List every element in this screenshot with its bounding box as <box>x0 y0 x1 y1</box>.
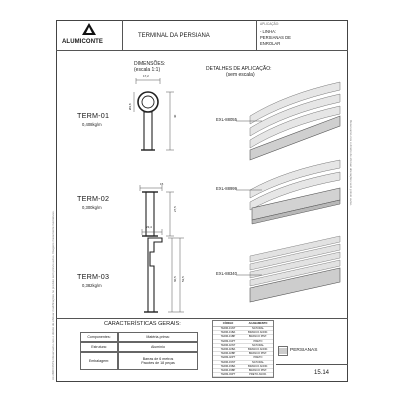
detail-3-leader-line <box>236 272 266 278</box>
detail-2-code: EXL-88999 <box>216 186 237 191</box>
finish-cell: NATURAL <box>252 327 264 330</box>
term-03-dim-height-a: 60,5 <box>173 276 177 282</box>
application-line-2: PERSIANAS DE <box>260 35 291 40</box>
window-shutter-icon <box>278 346 288 356</box>
code-cell: TERM-02PT <box>220 356 236 360</box>
characteristics-table <box>80 332 198 374</box>
finish-cell: NATURAL <box>252 343 264 347</box>
term-01-name: TERM-01 <box>77 111 110 120</box>
code-cell: TERM-01NT <box>220 327 236 330</box>
right-side-note: Reservamo-nos o direito de efetuar alterações sem prévio aviso. <box>349 120 353 206</box>
application-line-3: ENROLAR <box>260 41 281 46</box>
finish-cell: NATURAL <box>252 360 264 364</box>
term-01-dim-height: 40 <box>173 114 177 118</box>
bottom-separator <box>56 318 348 319</box>
detail-1-code: EXL-88055 <box>216 117 237 122</box>
detail-shutter-2-illustration <box>246 158 346 238</box>
category-label: PERSIANAS <box>290 348 318 353</box>
finish-cell: BRANCO PINT. <box>248 335 268 339</box>
code-cell: TERM-03NT <box>220 360 236 364</box>
char-row-2-value: Alumínio <box>118 342 198 352</box>
brand-logo-icon <box>82 23 96 35</box>
term-01-weight: 0,408kg/m <box>82 122 102 127</box>
application-line-1: - LINHA: <box>260 29 277 34</box>
code-cell: TERM-02NT <box>220 343 236 347</box>
finish-cell: BRANCO ANOD. <box>248 364 268 368</box>
term-03-dim-width: 23,4 <box>146 225 152 229</box>
detail-3-code: EXL-88340 <box>216 271 237 276</box>
page-title: TERMINAL DA PERSIANA <box>138 33 210 39</box>
finish-cell: BRANCO PINT. <box>248 369 268 372</box>
term-02-dim-width: 15 <box>160 182 164 186</box>
characteristics-heading: CARACTERÍSTICAS GERAIS: <box>104 321 181 327</box>
char-row-3-value: Barras de 6 metros Pacotes de 18 peças <box>118 352 198 370</box>
term-03-weight: 0,382kg/m <box>82 283 102 288</box>
char-row-1-label: Componentes: <box>80 332 118 342</box>
term-03-dim-height-b: 52,5 <box>181 276 185 282</box>
char-row-3-label: Embalagem: <box>80 352 118 370</box>
code-cell: TERM-01BP <box>220 335 236 339</box>
code-cell: TERM-02BP <box>220 352 236 356</box>
header-bar <box>56 20 348 50</box>
term-01-dim-width: 17,2 <box>143 74 149 78</box>
term-01-profile-drawing <box>128 78 188 158</box>
details-heading: DETALHES DE APLICAÇÃO: <box>206 66 272 72</box>
application-label: APLICAÇÃO: <box>260 22 280 26</box>
detail-1-leader-line <box>236 118 266 124</box>
left-side-note: ALUMICONTE Reservamo-nos o direito de efetuar modificações no produto sem prévio aviso. Imagens meramente ilustrativas. <box>51 210 55 380</box>
term-03-profile-drawing <box>128 226 198 316</box>
category-box <box>276 338 348 382</box>
finish-cell: BRANCO PINT. <box>248 352 268 356</box>
finish-cell: BRANCO ANOD. <box>248 331 268 335</box>
brand-name: ALUMICONTE <box>62 39 103 45</box>
char-row-1-value: Matéria-prima: <box>118 332 198 342</box>
code-cell: TERM-03BA <box>220 364 236 368</box>
codes-header-code: CÓDIGO <box>222 322 234 325</box>
code-cell: TERM-01PT <box>220 339 236 343</box>
code-cell: TERM-01BA <box>220 331 236 335</box>
code-cell: TERM-03BP <box>220 369 236 372</box>
finish-cell: BRANCO ANOD. <box>248 348 268 351</box>
codes-table <box>212 320 274 378</box>
finish-cell: PRETO <box>253 356 263 360</box>
term-03-name: TERM-03 <box>77 272 110 281</box>
term-02-weight: 0,300kg/m <box>82 205 102 210</box>
term-01-dim-diameter: Ø9,8 <box>128 103 132 110</box>
page-number: 15.14 <box>314 370 330 376</box>
finish-cell: PRETO <box>253 339 263 343</box>
details-scale: (sem escala) <box>226 72 255 78</box>
code-cell: TERM-03PT <box>220 373 236 377</box>
detail-2-leader-line <box>236 187 266 193</box>
codes-header-finish: ACABAMENTO <box>248 322 268 325</box>
char-row-2-label: Estrutura: <box>80 342 118 352</box>
dimensions-heading: DIMENSÕES: <box>134 61 166 67</box>
dimensions-scale: (escala 1:1) <box>134 67 161 73</box>
codes-table-row <box>213 373 273 377</box>
code-cell: TERM-02BA <box>220 348 236 351</box>
term-02-dim-height: 27,5 <box>173 206 177 212</box>
term-02-name: TERM-02 <box>77 194 110 203</box>
finish-cell: PRETO ANOD. <box>249 373 267 377</box>
